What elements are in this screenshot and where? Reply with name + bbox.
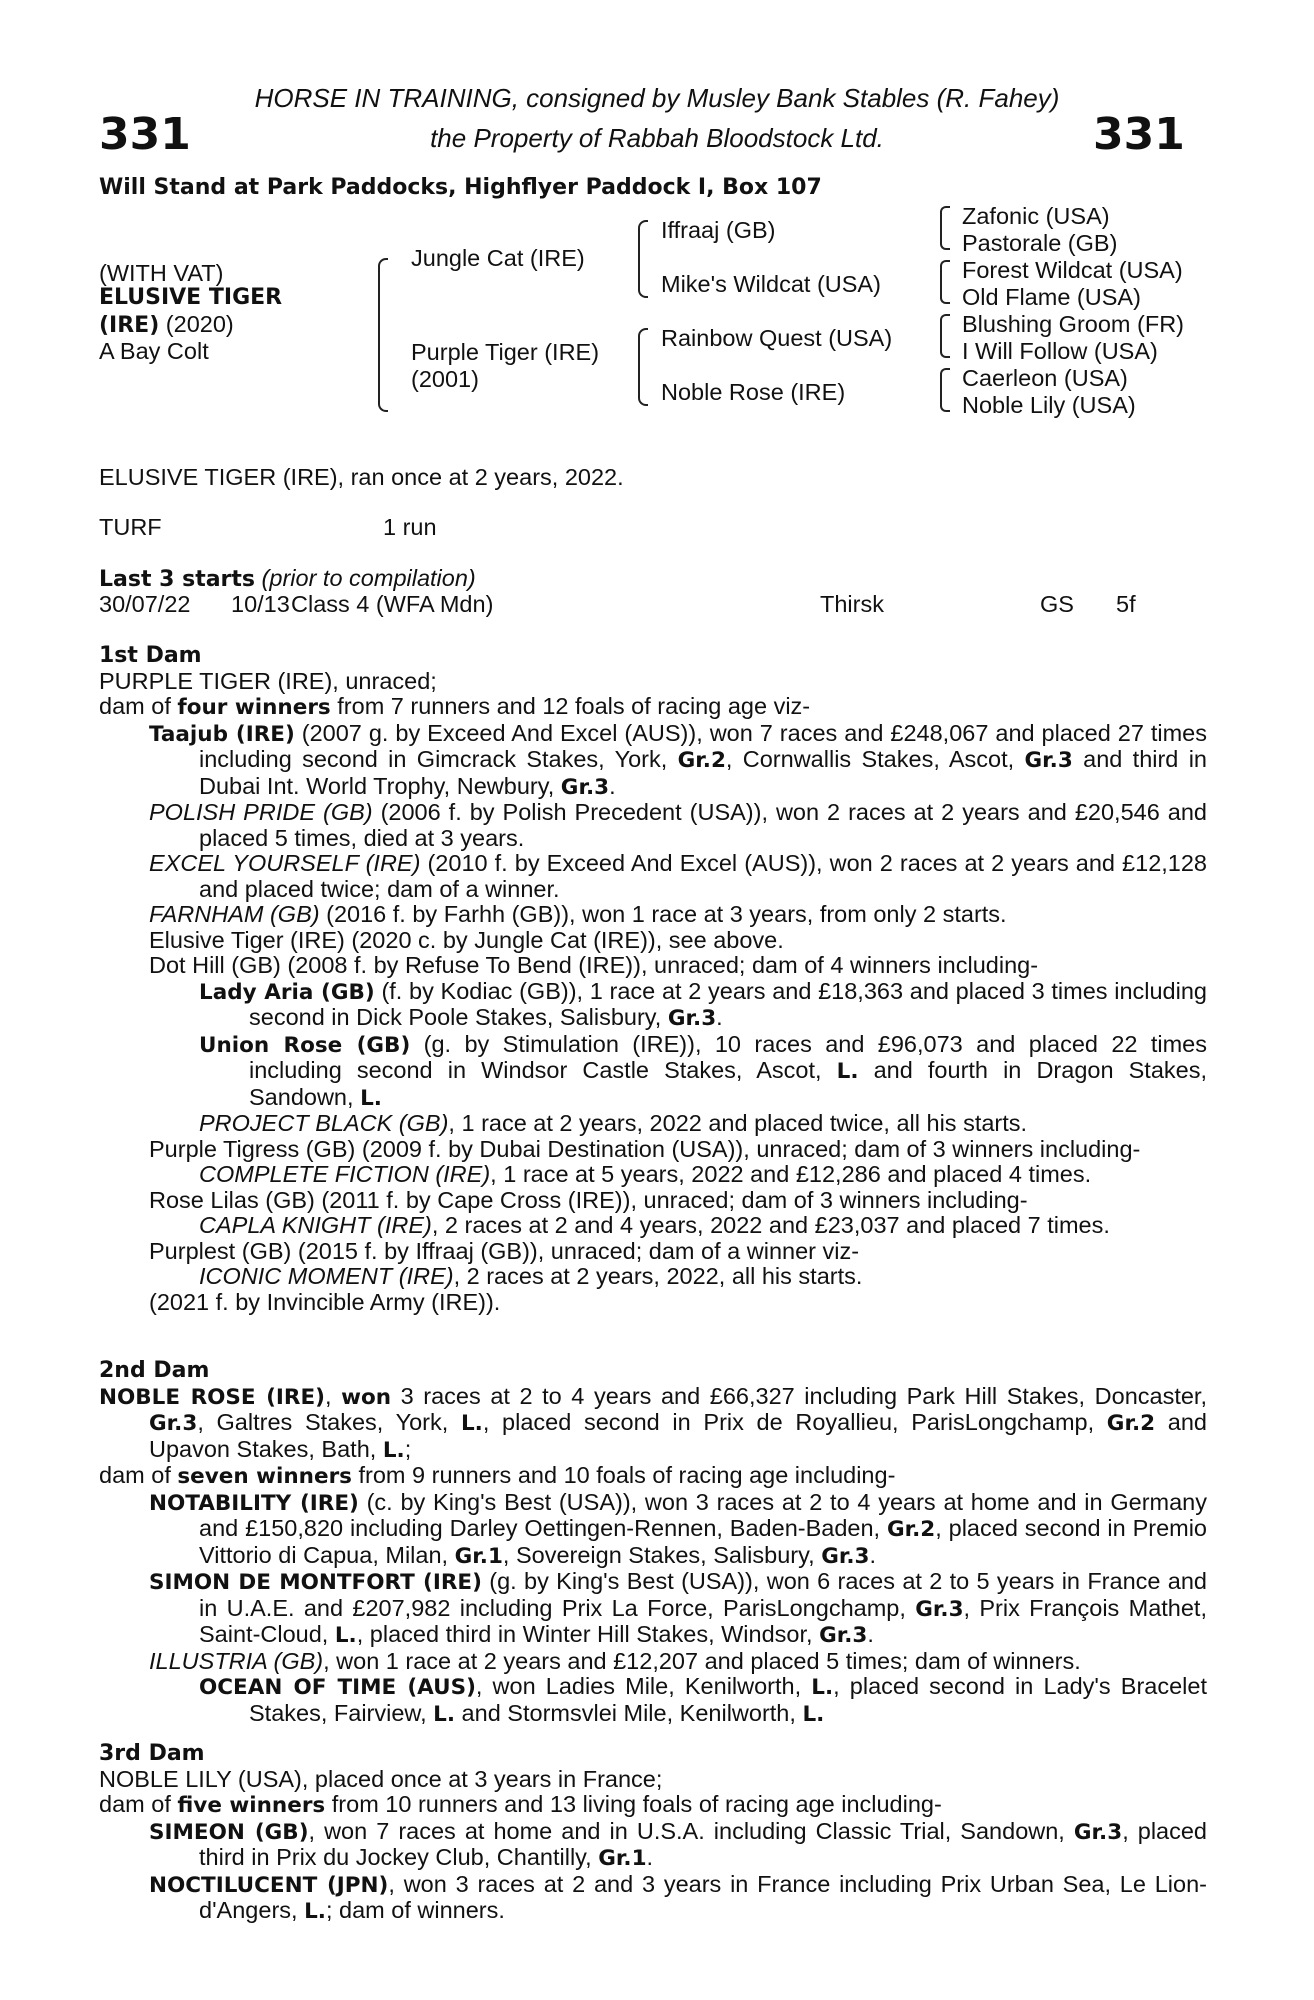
list-item: SIMEON (GB), won 7 races at home and in U.S.A. including Classic Trial, Sandown, Gr.3, placed third in Prix du Jockey Club, Chantilly, Gr.1. [149, 1817, 1208, 1871]
section-heading: 1st Dam [99, 643, 202, 668]
third-dam-section [99, 1741, 1207, 1925]
dam-sire-sire: Blushing Groom (FR) [962, 311, 1184, 337]
dam-line: NOBLE ROSE (IRE), won 3 races at 2 to 4 years and £66,327 including Park Hill Stakes, Doncaster, Gr.3, Galtres Stakes, York, L., placed second in Prix de Royallieu, ParisLongchamp, Gr.2 and Upavon Stakes, Bath, L.; [99, 1382, 1207, 1463]
pedigree-brace [378, 258, 388, 412]
sire-sire: Iffraaj (GB) [661, 217, 776, 243]
list-item: ILLUSTRIA (GB), won 1 race at 2 years and £12,207 and placed 5 times; dam of winners. [149, 1647, 1081, 1674]
table-row [0, 592, 1314, 618]
pedigree-brace [940, 260, 950, 304]
list-item: OCEAN OF TIME (AUS), won Ladies Mile, Kenilworth, L., placed second in Lady's Bracelet Stakes, Fairview, L. and Stormsvlei Mile, Kenilworth, L. [199, 1673, 1207, 1727]
dam-sire-dam: I Will Follow (USA) [962, 338, 1158, 364]
sire-dam: Mike's Wildcat (USA) [661, 271, 881, 297]
sire-sire-dam: Pastorale (GB) [962, 230, 1118, 256]
list-item: ICONIC MOMENT (IRE), 2 races at 2 years, 2022, all his starts. [199, 1263, 863, 1289]
list-item: CAPLA KNIGHT (IRE), 2 races at 2 and 4 years, 2022 and £23,037 and placed 7 times. [199, 1212, 1110, 1238]
sire-sire-sire: Zafonic (USA) [962, 203, 1110, 229]
list-item: Purple Tigress (GB) (2009 f. by Dubai Destination (USA)), unraced; dam of 3 winners including- [149, 1135, 1141, 1162]
consignor-line: HORSE IN TRAINING, consigned by Musley Bank Stables (R. Fahey) [254, 83, 1060, 113]
list-item: POLISH PRIDE (GB) (2006 f. by Polish Precedent (USA)), won 2 races at 2 years and £20,546 and placed 5 times, died at 3 years. [149, 799, 1207, 851]
list-item: Union Rose (GB) (g. by Stimulation (IRE)), 10 races and £96,073 and placed 22 times including second in Windsor Castle Stakes, Ascot, L. and fourth in Dragon Stakes, Sandown, L. [199, 1030, 1207, 1111]
produce-summary: dam of five winners from 10 runners and 13 living foals of racing age including- [99, 1791, 942, 1818]
second-dam-section [99, 1358, 1207, 1727]
pedigree-brace [638, 328, 648, 406]
dam-line: PURPLE TIGER (IRE), unraced; [99, 667, 437, 694]
pedigree-brace [638, 220, 648, 298]
horse-name: ELUSIVE TIGER [99, 285, 283, 310]
section-heading: 2nd Dam [99, 1358, 210, 1383]
start-course: Thirsk [820, 591, 884, 617]
property-line: the Property of Rabbah Bloodstock Ltd. [430, 123, 884, 153]
sire: Jungle Cat (IRE) [411, 245, 585, 271]
lot-number-right: 331 [1093, 109, 1185, 160]
dam-dam-dam: Noble Lily (USA) [962, 392, 1136, 418]
produce-summary: dam of seven winners from 9 runners and 10 foals of racing age including- [99, 1462, 896, 1489]
turf-runs: 1 run [383, 514, 437, 540]
sire-dam-sire: Forest Wildcat (USA) [962, 257, 1183, 283]
list-item: EXCEL YOURSELF (IRE) (2010 f. by Exceed And Excel (AUS)), won 2 races at 2 years and £12,128 and placed twice; dam of a winner. [149, 850, 1208, 902]
list-item: NOCTILUCENT (JPN), won 3 races at 2 and 3 years in France including Prix Urban Sea, Le Lion-d'Angers, L.; dam of winners. [149, 1870, 1207, 1924]
horse-description: A Bay Colt [99, 338, 209, 364]
start-position: 10/13 [231, 591, 290, 617]
dam-sire: Rainbow Quest (USA) [661, 325, 893, 351]
list-item: Dot Hill (GB) (2008 f. by Refuse To Bend (IRE)), unraced; dam of 4 winners including- [149, 952, 1039, 978]
dam-dam: Noble Rose (IRE) [661, 379, 846, 405]
stand-location: Will Stand at Park Paddocks, Highflyer Paddock I, Box 107 [99, 175, 822, 200]
list-item: Taajub (IRE) (2007 g. by Exceed And Excel (AUS)), won 7 races and £248,067 and placed 27 times including second in Gimcrack Stakes, York, Gr.2, Cornwallis Stakes, Ascot, Gr.3 and third in Dubai Int. World Trophy, Newbury, Gr.3. [149, 719, 1207, 800]
horse-name-suffix: (IRE) (2020) [99, 311, 234, 338]
dam-year: (2001) [411, 366, 479, 392]
start-going: GS [1040, 591, 1074, 617]
list-item: SIMON DE MONTFORT (IRE) (g. by King's Best (USA)), won 6 races at 2 to 5 years in France and in U.A.E. and £207,982 including Prix La Force, ParisLongchamp, Gr.3, Prix François Mathet, Saint-Cloud, L., placed third in Winter Hill Stakes, Windsor, Gr.3. [149, 1568, 1207, 1648]
start-distance: 5f [1116, 591, 1136, 617]
list-item: Purplest (GB) (2015 f. by Iffraaj (GB)), unraced; dam of a winner viz- [149, 1237, 860, 1264]
lot-number-left: 331 [99, 109, 191, 160]
list-item: FARNHAM (GB) (2016 f. by Farhh (GB)), won 1 race at 3 years, from only 2 starts. [149, 901, 1007, 927]
last-starts-heading: Last 3 starts (prior to compilation) [99, 565, 476, 592]
pedigree-brace [940, 368, 950, 412]
list-item: COMPLETE FICTION (IRE), 1 race at 5 years, 2022 and £12,286 and placed 4 times. [199, 1161, 1092, 1187]
start-race: Class 4 (WFA Mdn) [291, 591, 494, 617]
list-item: PROJECT BLACK (GB), 1 race at 2 years, 2022 and placed twice, all his starts. [199, 1110, 1028, 1136]
produce-summary: dam of four winners from 7 runners and 12 foals of racing age viz- [99, 693, 811, 720]
vat-note: (WITH VAT) [99, 260, 224, 286]
list-item: NOTABILITY (IRE) (c. by King's Best (USA)), won 3 races at 2 to 4 years at home and in Germany and £150,820 including Darley Oettingen-Rennen, Baden-Baden, Gr.2, placed second in Premio Vittorio di Capua, Milan, Gr.1, Sovereign Stakes, Salisbury, Gr.3. [149, 1488, 1207, 1569]
list-item: Elusive Tiger (IRE) (2020 c. by Jungle Cat (IRE)), see above. [149, 926, 784, 953]
dam-dam-sire: Caerleon (USA) [962, 365, 1128, 391]
dam: Purple Tiger (IRE) [411, 339, 600, 365]
list-item: Lady Aria (GB) (f. by Kodiac (GB)), 1 race at 2 years and £18,363 and placed 3 times including second in Dick Poole Stakes, Salisbury, Gr.3. [199, 977, 1207, 1031]
first-dam-section [99, 643, 1207, 1315]
pedigree-brace [940, 314, 950, 358]
start-date: 30/07/22 [99, 591, 191, 617]
turf-label: TURF [99, 514, 162, 540]
section-heading: 3rd Dam [99, 1741, 205, 1766]
race-summary: ELUSIVE TIGER (IRE), ran once at 2 years, 2022. [99, 464, 624, 490]
pedigree-brace [940, 206, 950, 250]
list-item: (2021 f. by Invincible Army (IRE)). [149, 1288, 501, 1315]
dam-line: NOBLE LILY (USA), placed once at 3 years in France; [99, 1765, 663, 1792]
sire-dam-dam: Old Flame (USA) [962, 284, 1141, 310]
list-item: Rose Lilas (GB) (2011 f. by Cape Cross (IRE)), unraced; dam of 3 winners including- [149, 1186, 1028, 1213]
